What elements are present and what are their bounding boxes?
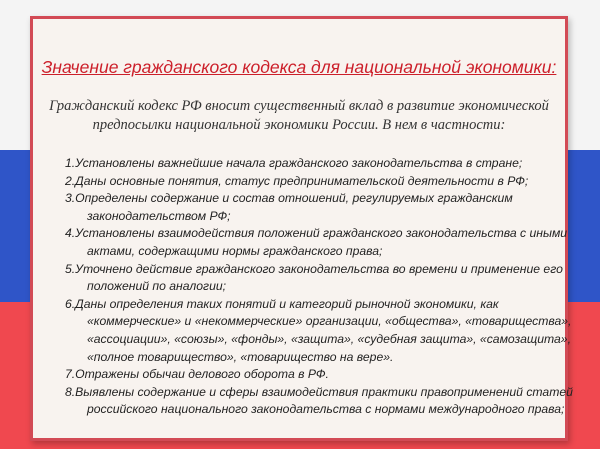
list-item — [65, 366, 555, 384]
list-item-line: 3.Определены содержание и состав отношений, регулируемых гражданским — [65, 191, 513, 206]
slide-title: Значение гражданского кодекса для национальной экономики: — [41, 57, 557, 77]
list-item-line: 7.Отражены обычаи делового оборота в РФ. — [65, 367, 329, 382]
list-item-line: актами, содержащими нормы гражданского права; — [87, 243, 383, 258]
list-item-line: 5.Уточнено действие гражданского законодательства во времени и применение его — [65, 261, 563, 276]
intro-line: Гражданский кодекс РФ вносит существенный вклад в развитие экономической — [49, 98, 549, 114]
list-item — [65, 225, 568, 260]
list-item-line: 8.Выявлены содержание и сферы взаимодействия практики правоприменений статей — [65, 384, 573, 399]
list-item-line: положений по аналогии; — [87, 279, 227, 294]
list-item-line: 2.Даны основные понятия, статус предпринимательской деятельности в РФ; — [65, 173, 529, 188]
list-item — [65, 296, 572, 366]
list-item-line: 1.Установлены важнейшие начала гражданского законодательства в стране; — [65, 156, 523, 170]
list-item-line: «полное товарищество», «товарищество на вере». — [87, 349, 394, 364]
list-item-line: 6.Даны определения таких понятий и категорий рыночной экономики, как — [65, 296, 499, 311]
list-item-line: законодательством РФ; — [87, 208, 231, 223]
list-item — [65, 155, 555, 173]
intro-line: предпосылки национальной экономики России. В нем в частности: — [92, 117, 506, 133]
list-item-line: «коммерческие» и «некоммерческие» организации, «общества», «товарищества», — [87, 314, 572, 329]
list-item — [65, 261, 563, 296]
slide-card — [30, 16, 573, 441]
list-item — [65, 190, 555, 225]
intro-paragraph — [47, 97, 551, 135]
list-item-line: «ассоциации», «союзы», «фонды», «защита», «судебная защита», «самозащита», — [87, 331, 571, 346]
list-item — [65, 384, 573, 419]
list-item — [65, 173, 555, 191]
achievements-list — [65, 155, 573, 419]
list-item-line: российского национального законодательства с нормами международного права; — [87, 402, 565, 417]
list-item-line: 4.Установлены взаимодействия положений гражданского законодательства с иными — [65, 226, 568, 241]
